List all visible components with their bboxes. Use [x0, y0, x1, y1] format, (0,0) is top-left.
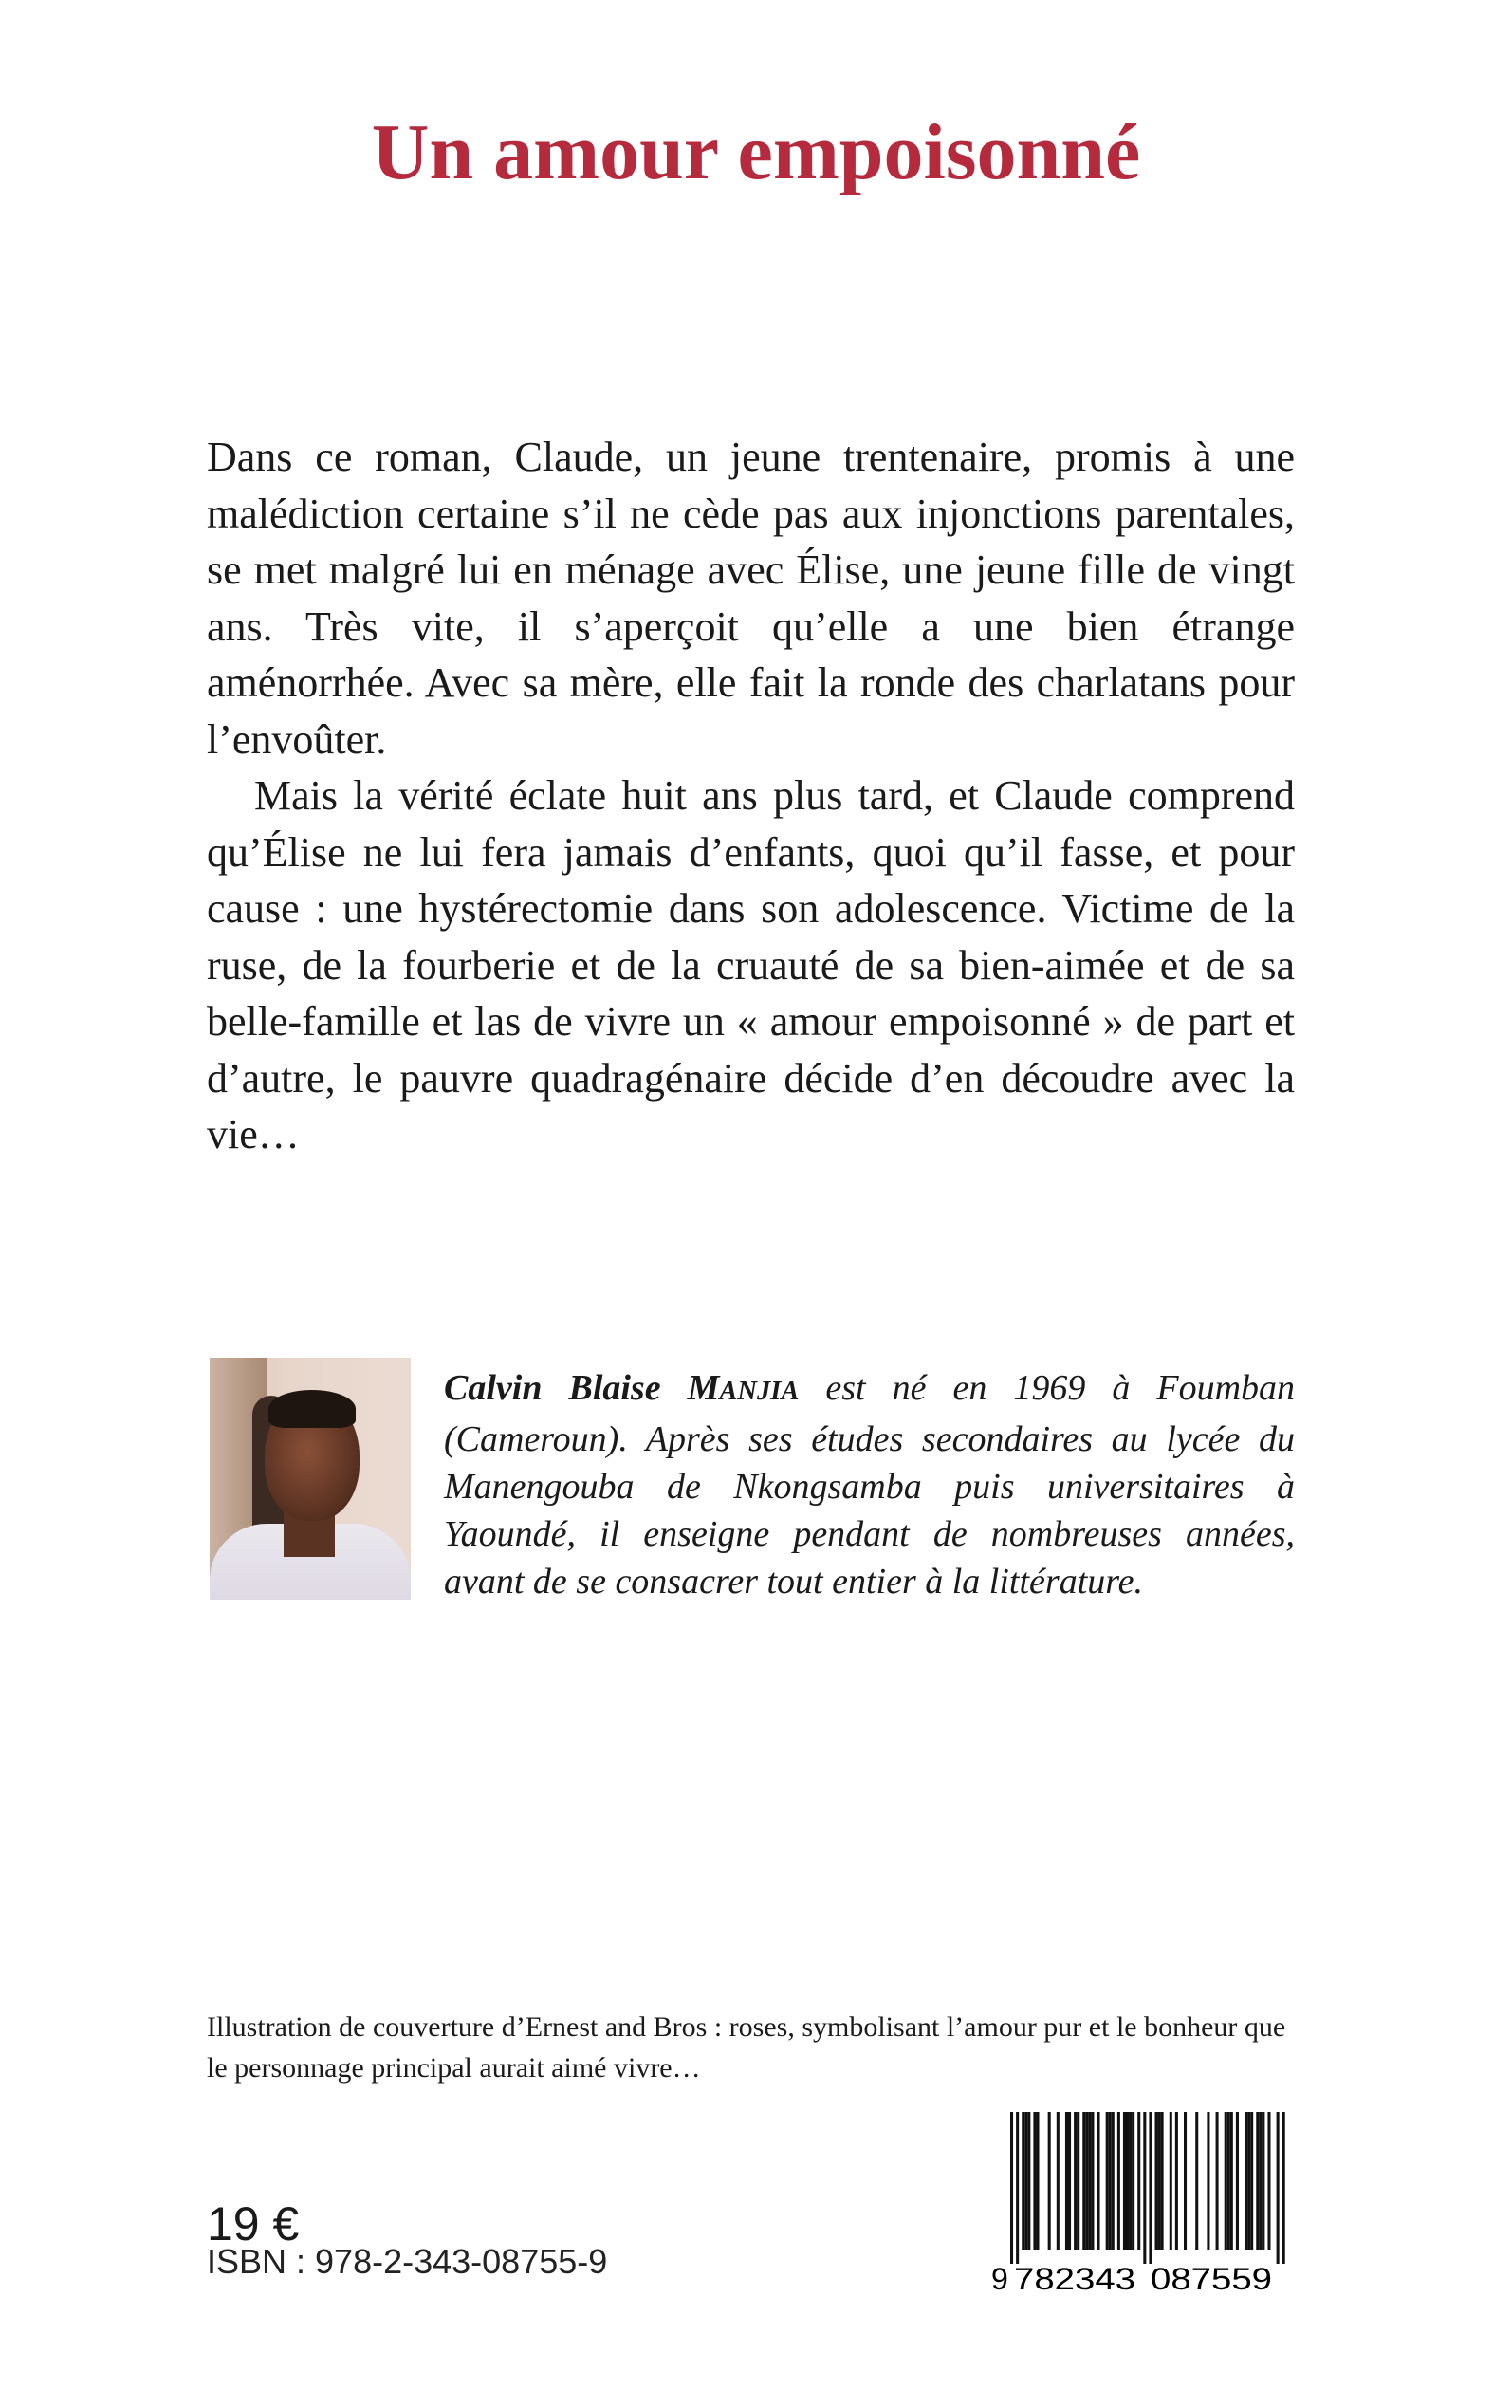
- barcode-bar: [1132, 2112, 1134, 2250]
- barcode-bar: [1195, 2112, 1198, 2250]
- cover-illustration-credit: Illustration de couverture d’Ernest and Bros : roses, symbolisant l’amour pur et le bonheur que le personnage principal aurait aimé vivre…: [207, 2011, 1286, 2084]
- author-surname: MANJIA: [687, 1368, 800, 1408]
- barcode-bar: [1027, 2112, 1030, 2250]
- barcode-bar: [1247, 2112, 1250, 2250]
- author-bio: [444, 1364, 1295, 1605]
- barcode-bar: [1277, 2112, 1280, 2264]
- barcode-bar: [1033, 2112, 1036, 2250]
- barcode-bar: [1175, 2112, 1178, 2250]
- barcode-bar: [1129, 2112, 1132, 2250]
- barcode-bar: [1057, 2112, 1060, 2250]
- barcode-bar: [1230, 2112, 1233, 2250]
- barcode-bar: [1216, 2112, 1219, 2250]
- book-title: Un amour empoisonné: [371, 108, 1141, 196]
- author-first-names: Calvin Blaise: [444, 1368, 661, 1408]
- barcode-bar: [1077, 2112, 1079, 2250]
- author-bio-text: est né en 1969 à Foumban (Cameroun). Après ses études secondaires au lycée du Manengouba de Nkongsamba puis universitaires à Yaoundé, il enseigne pendant de nombreuses années, avant de se consacrer tout entier à la littérature.: [444, 1368, 1296, 1602]
- barcode-bar: [1143, 2112, 1146, 2264]
- barcode-bar: [1082, 2112, 1085, 2250]
- back-cover-blurb: [207, 429, 1295, 1163]
- barcode-bar: [1227, 2112, 1230, 2250]
- barcode-bar: [1112, 2112, 1115, 2250]
- barcode-bar: [1088, 2112, 1091, 2250]
- barcode-bar: [1170, 2112, 1172, 2250]
- barcode-bar: [1259, 2112, 1262, 2250]
- barcode-right-digits: 087559: [1151, 2262, 1272, 2296]
- barcode-bar: [1250, 2112, 1253, 2250]
- barcode-bar: [1074, 2112, 1077, 2250]
- blurb-paragraph: Mais la vérité éclate huit ans plus tard, et Claude comprend qu’Élise ne lui fera jamais d’enfants, quoi qu’il fasse, et pour cause : une hystérectomie dans son adolescence. Victime de la ruse, de la fourberie et de la cruauté de sa bien-aimée et de sa belle-famille et las de vivre un « amour empoisonné » de part et d’autre, le pauvre quadragénaire décide d’en découdre avec la vie…: [207, 772, 1295, 1158]
- barcode-bar: [1109, 2112, 1112, 2250]
- barcode-bar: [1016, 2112, 1019, 2264]
- barcode-bar: [1236, 2112, 1239, 2250]
- barcode-bar: [1106, 2112, 1109, 2250]
- barcode-bar: [1267, 2112, 1270, 2250]
- barcode-bar: [1065, 2112, 1068, 2250]
- barcode-bar: [1048, 2112, 1051, 2250]
- barcode-bar: [1282, 2112, 1285, 2264]
- isbn-barcode: [989, 2106, 1302, 2296]
- barcode-first-digit: 9: [991, 2262, 1008, 2296]
- barcode-bar: [1262, 2112, 1264, 2250]
- barcode-bar: [1024, 2112, 1027, 2250]
- barcode-bar: [1010, 2112, 1013, 2264]
- barcode-bar: [1091, 2112, 1094, 2250]
- barcode-bar: [1137, 2112, 1140, 2250]
- barcode-bar: [1207, 2112, 1209, 2250]
- barcode-bar: [1225, 2112, 1227, 2250]
- barcode-bar: [1161, 2112, 1164, 2250]
- barcode-bar: [1117, 2112, 1120, 2250]
- barcode-bar: [1022, 2112, 1024, 2250]
- barcode-left-digits: 782343: [1014, 2262, 1135, 2296]
- barcode-bar: [1097, 2112, 1100, 2250]
- price: 19 €: [207, 2197, 300, 2251]
- isbn: ISBN : 978-2-343-08755-9: [207, 2242, 608, 2281]
- blurb-paragraph: Dans ce roman, Claude, un jeune trentenaire, promis à une malédiction certaine s’il ne cède pas aux injonctions parentales, se met malgré lui en ménage avec Élise, une jeune fille de vingt ans. Très vite, il s’aperçoit qu’elle a une bien étrange aménorrhée. Avec sa mère, elle fait la ronde des charlatans pour l’envoûter.: [207, 434, 1295, 763]
- barcode-bar: [1085, 2112, 1088, 2250]
- barcode-bar: [1155, 2112, 1158, 2250]
- barcode-bar: [1123, 2112, 1126, 2250]
- barcode-bar: [1068, 2112, 1071, 2250]
- author-photo: [210, 1358, 411, 1600]
- barcode-bar: [1126, 2112, 1129, 2250]
- barcode-bar: [1149, 2112, 1152, 2264]
- barcode-bar: [1036, 2112, 1039, 2250]
- barcode-bar: [1158, 2112, 1161, 2250]
- barcode-bar: [1245, 2112, 1247, 2250]
- barcode-bar: [1184, 2112, 1187, 2250]
- barcode-bar: [1256, 2112, 1259, 2250]
